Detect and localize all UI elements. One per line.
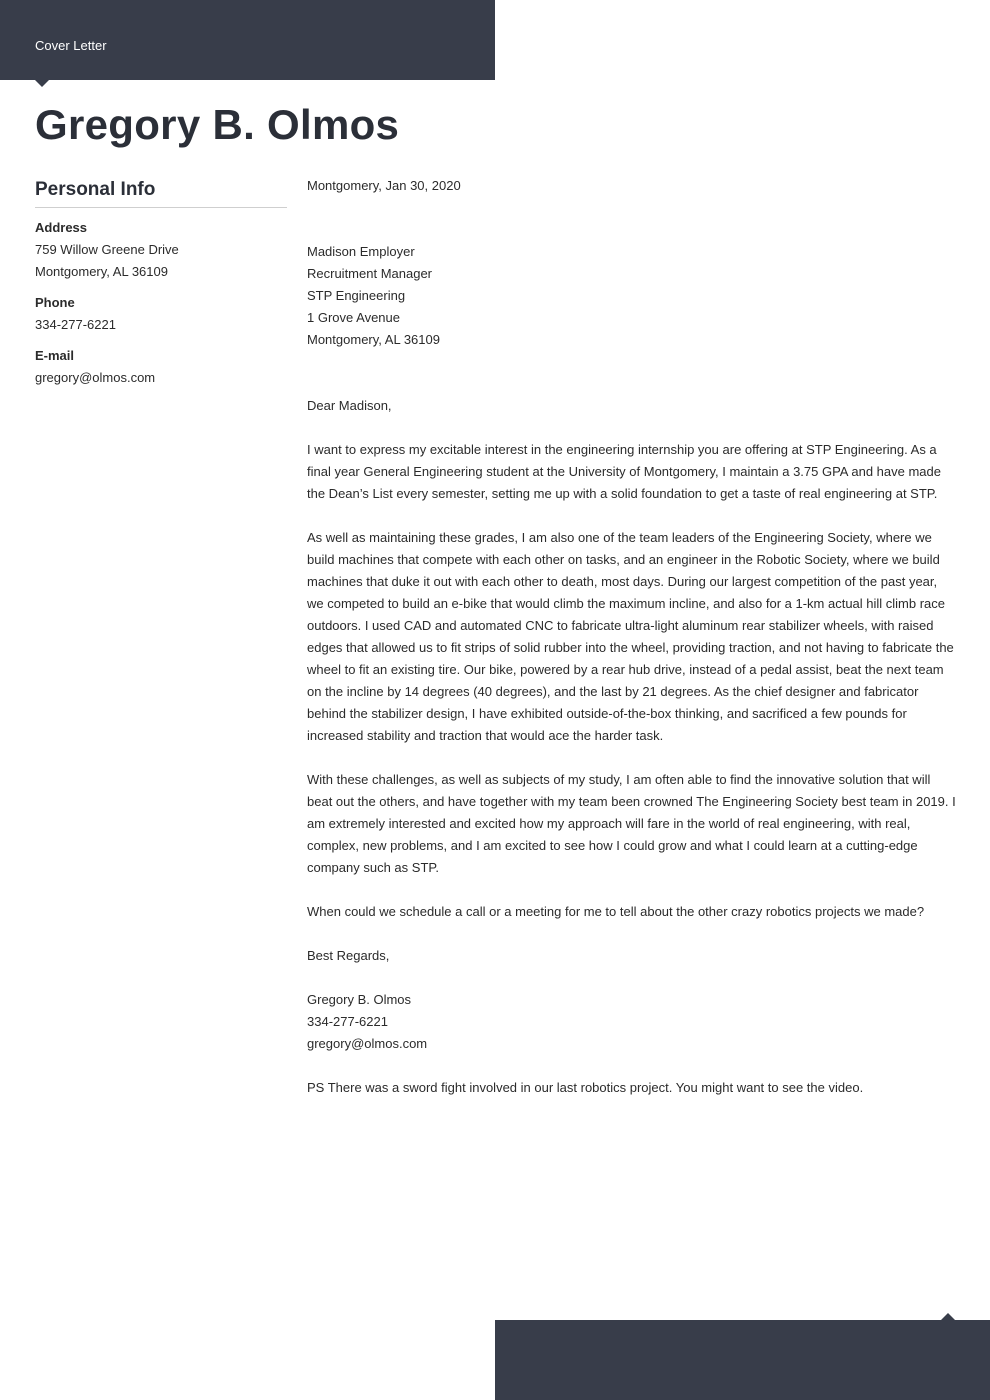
footer-notch [941,1313,955,1320]
address-block [35,217,287,283]
email-label: E-mail [35,348,75,363]
footer-banner [495,1320,990,1400]
signature-email: gregory@olmos.com [307,1036,428,1051]
email-block [35,345,287,389]
phone-value: 334-277-6221 [35,317,116,332]
body-paragraph: With these challenges, as well as subjects of my study, I am often able to find the innovative solution that will beat out the others, and have together with my team been crowned The Engineering Society best team in 2019. I am extremely interested and excited how my approach will fare in the world of real engineering, with real, complex, new problems, and I am excited to see how I could grow and what I could learn at a cutting-edge company such as STP. [307,772,956,875]
recipient-line: Recruitment Manager [307,266,432,281]
personal-info-section [35,178,287,389]
date-line: Montgomery, Jan 30, 2020 [307,178,461,193]
signature-name: Gregory B. Olmos [307,992,412,1007]
recipient-line: STP Engineering [307,288,406,303]
applicant-name: Gregory B. Olmos [35,101,400,148]
salutation: Dear Madison, [307,398,392,413]
phone-block [35,292,287,336]
recipient-line: 1 Grove Avenue [307,310,400,325]
closing: Best Regards, [307,948,390,963]
document-type-label: Cover Letter [35,38,107,53]
postscript: PS There was a sword fight involved in our last robotics project. You might want to see the video. [307,1080,864,1095]
body-paragraph: I want to express my excitable interest in the engineering internship you are offering at STP Engineering. As a final year General Engineering student at the University of Montgomery, I maintain a 3.75 GPA and have made the Dean’s List every semester, setting me up with a solid foundation to get a taste of real engineering at STP. [307,442,941,501]
address-line-1: 759 Willow Greene Drive [35,242,179,257]
letter-body [307,175,957,1099]
email-value: gregory@olmos.com [35,370,156,385]
recipient-line: Montgomery, AL 36109 [307,332,440,347]
body-paragraph: When could we schedule a call or a meeting for me to tell about the other crazy robotics projects we made? [307,904,925,919]
address-label: Address [35,220,88,235]
body-paragraph: As well as maintaining these grades, I am also one of the team leaders of the Engineering Society, where we build machines that compete with each other on tasks, and an engineer in the Robotic Society, where we build machines that duke it out with each other to death, most days. During our largest competition of the past year, we competed to build an e-bike that would climb the maximum incline, and also for a 1-km actual hill climb race outdoors. I used CAD and automated CNC to fabricate ultra-light aluminum rear stabilizer wheels, with raised edges that allowed us to fit strips of solid rubber into the wheel, providing traction, and not having to fabricate the wheel to fit an existing tire. Our bike, powered by a rear hub drive, instead of a pedal assist, beat the next team on the incline by 14 degrees (40 degrees), and the last by 21 degrees. As the chief designer and fabricator behind the stabilizer design, I have exhibited outside-of-the-box thinking, and sacrificed a few pounds for increased stability and traction that would ace the harder task. [307,530,954,743]
personal-info-heading: Personal Info [35,178,287,208]
recipient-line: Madison Employer [307,244,415,259]
header-banner [0,0,495,80]
address-line-2: Montgomery, AL 36109 [35,264,168,279]
signature-phone: 334-277-6221 [307,1014,388,1029]
phone-label: Phone [35,295,75,310]
banner-notch [35,80,49,87]
